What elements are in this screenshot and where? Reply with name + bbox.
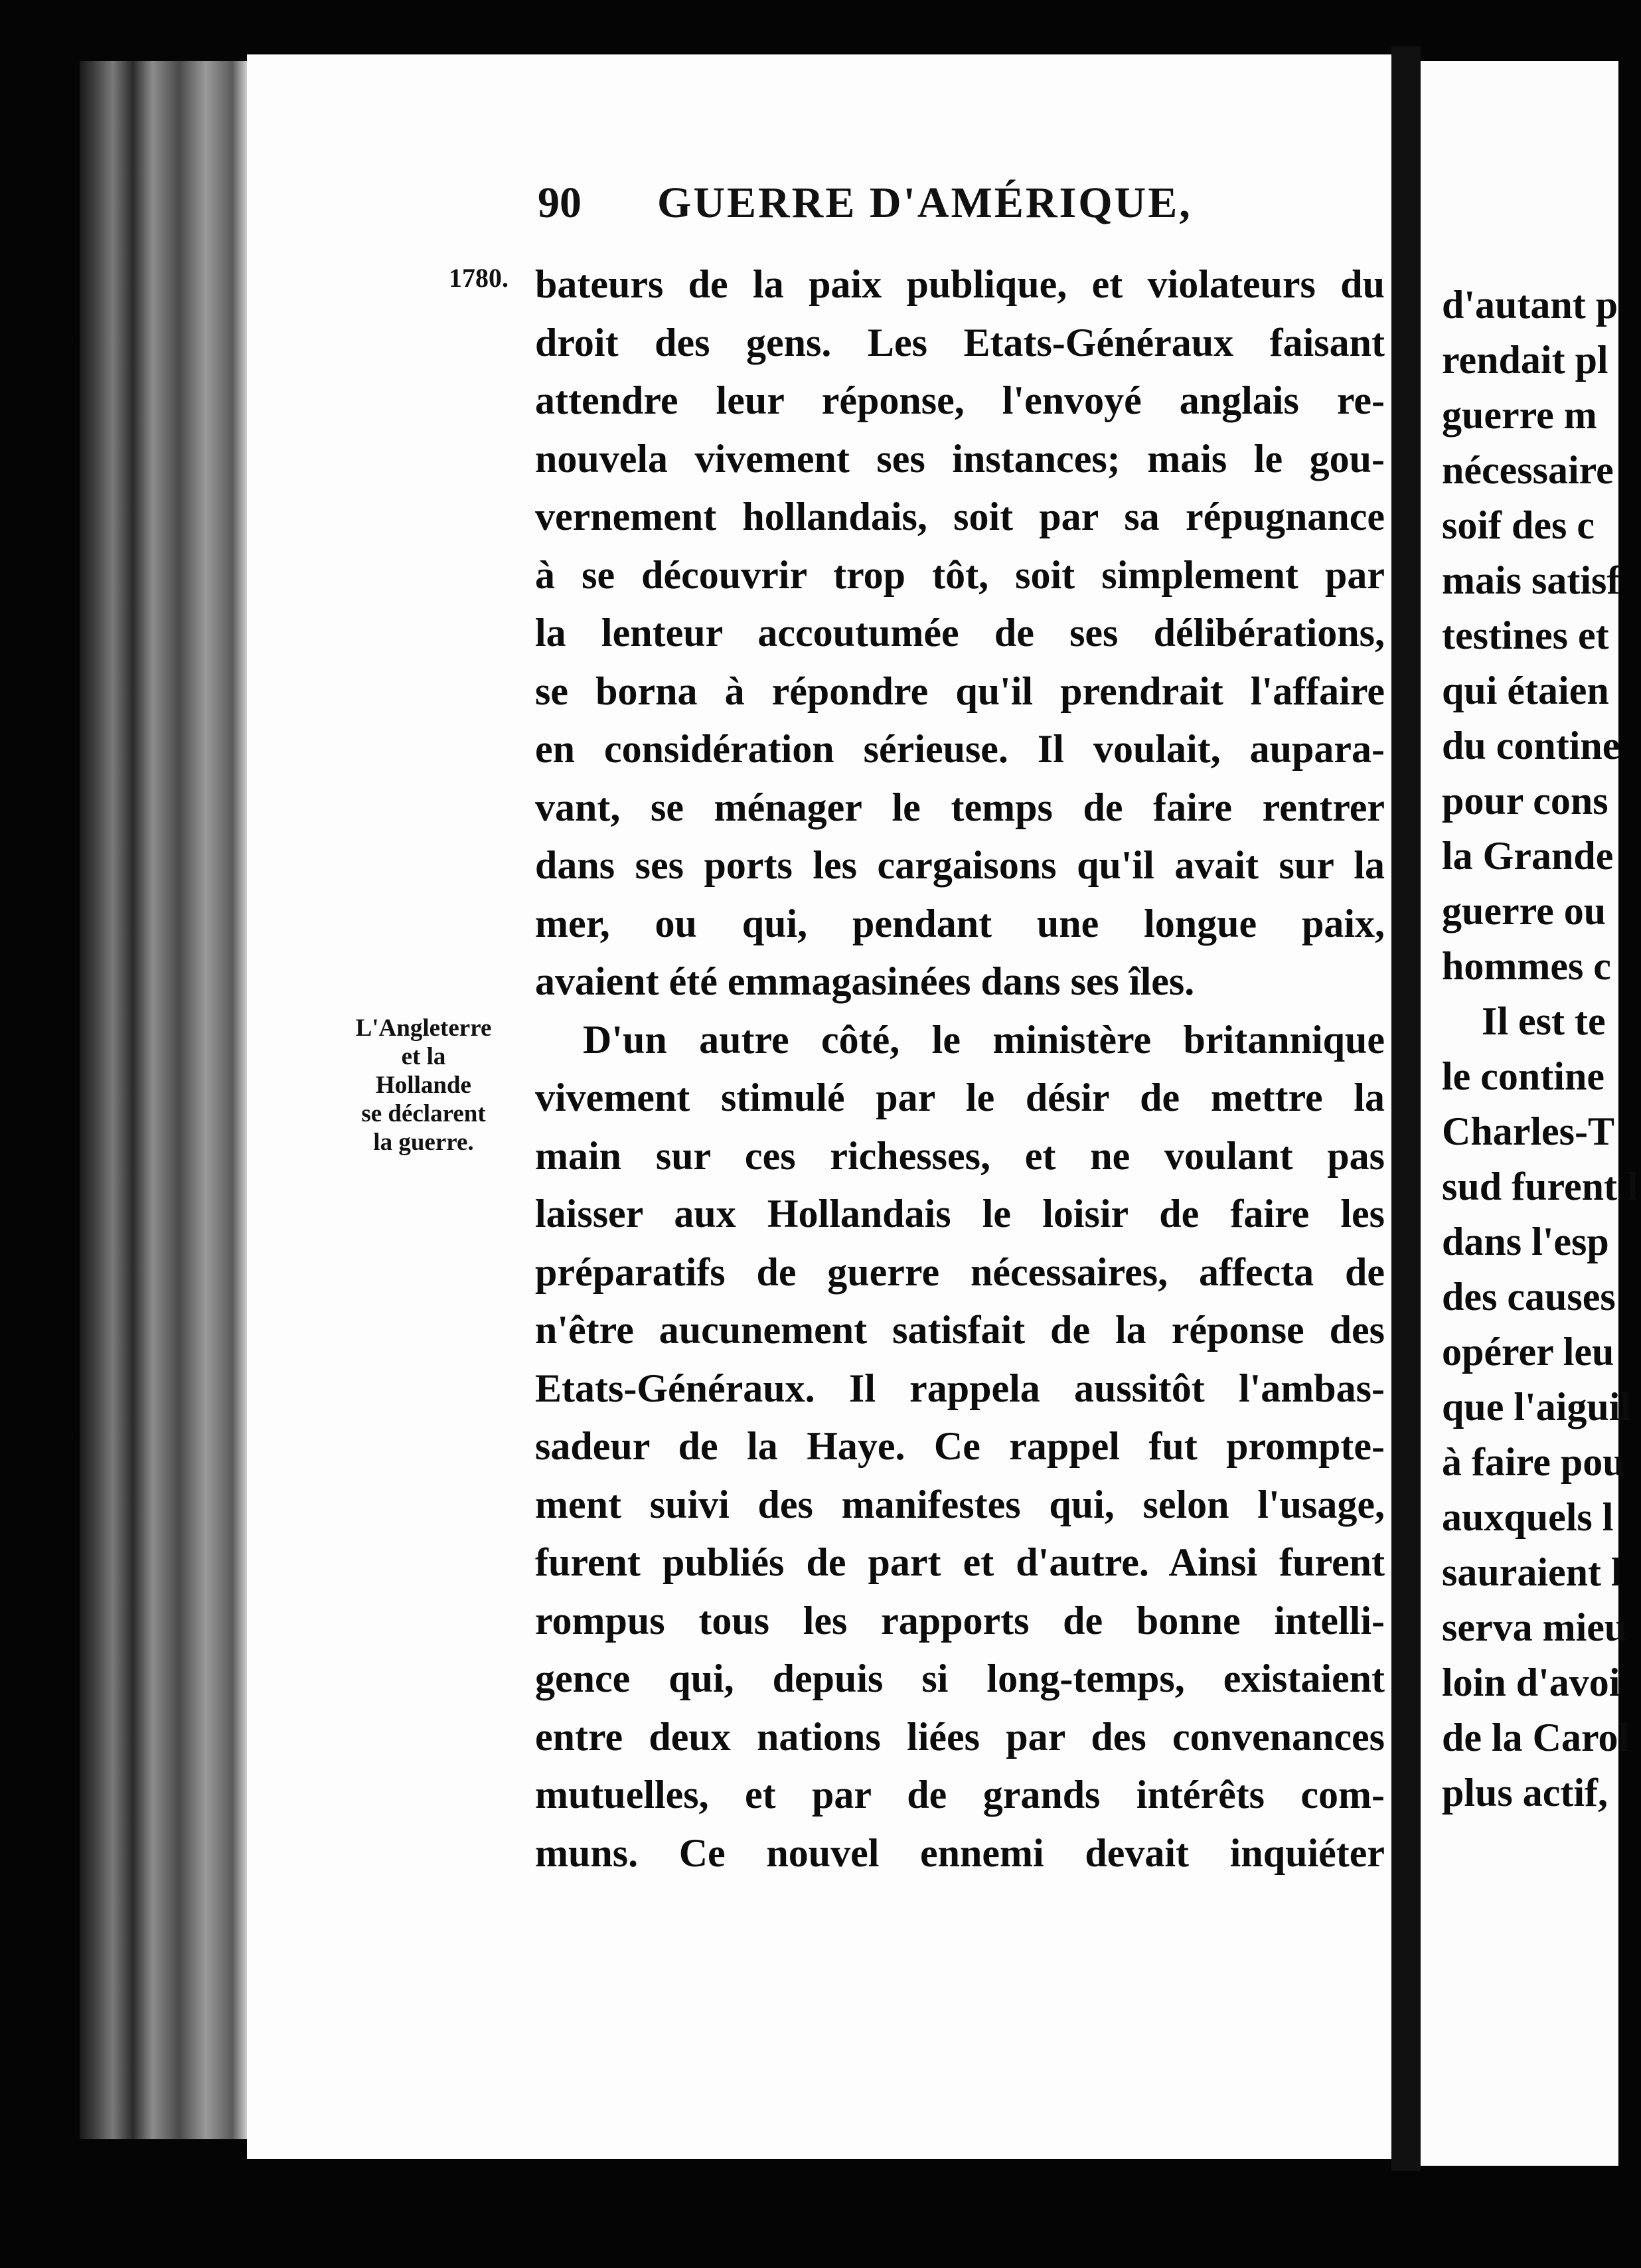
text-line: vivement stimulé par le désir de mettre la	[535, 1076, 1385, 1119]
margin-note-line: la guerre.	[373, 1129, 474, 1156]
text-line: vant, se ménager le temps de faire rentrer	[535, 785, 1385, 829]
text-line: avaient été emmagasinées dans ses îles.	[535, 959, 1195, 1003]
facing-text-line: mais satisf	[1442, 558, 1620, 602]
facing-text-line: testines et	[1442, 613, 1609, 657]
facing-text-line: que l'aiguil	[1442, 1385, 1632, 1429]
facing-text-line: du contine	[1442, 724, 1620, 768]
text-line: nouvela vivement ses instances; mais le gou-	[535, 436, 1385, 481]
text-line: se borna à répondre qu'il prendrait l'affaire	[535, 669, 1385, 713]
facing-text-line: Il est te	[1482, 999, 1606, 1043]
text-line: sadeur de la Haye. Ce rappel fut prompte-	[535, 1424, 1385, 1468]
facing-text-line: sauraient l	[1442, 1550, 1622, 1594]
margin-note-line: L'Angleterre	[355, 1014, 492, 1042]
facing-page-text	[1442, 278, 1641, 1821]
facing-text-line: qui étaien	[1442, 669, 1609, 712]
text-line: mer, ou qui, pendant une longue paix,	[535, 901, 1385, 945]
facing-text-line: de la Carol	[1442, 1716, 1630, 1759]
facing-text-line: guerre m	[1442, 393, 1597, 437]
facing-text-line: nécessaire	[1442, 448, 1614, 492]
text-line: laisser aux Hollandais le loisir de faire les	[535, 1192, 1385, 1236]
facing-text-line: hommes c	[1442, 944, 1611, 988]
facing-text-line: soif des c	[1442, 503, 1595, 547]
text-line: ment suivi des manifestes qui, selon l'usage,	[535, 1482, 1385, 1526]
facing-text-line: opérer leu	[1442, 1330, 1614, 1374]
text-line: D'un autre côté, le ministère britannique	[583, 1017, 1385, 1062]
facing-text-line: dans l'esp	[1442, 1220, 1609, 1263]
facing-text-line: guerre ou	[1442, 889, 1606, 933]
text-line: droit des gens. Les Etats-Généraux faisant	[535, 320, 1385, 364]
facing-text-line: plus actif,	[1442, 1771, 1608, 1815]
facing-text-line: pour cons	[1442, 779, 1608, 823]
text-line: à se découvrir trop tôt, soit simplement par	[535, 552, 1385, 597]
text-line: vernement hollandais, soit par sa répugnance	[535, 495, 1385, 538]
text-line: en considération sérieuse. Il voulait, aupara-	[535, 727, 1385, 771]
margin-note	[324, 1014, 523, 1157]
margin-note-line: et la	[401, 1043, 446, 1070]
page-header	[538, 178, 1192, 238]
text-line: rompus tous les rapports de bonne intelli-	[535, 1598, 1385, 1643]
facing-text-line: d'autant p	[1442, 283, 1618, 327]
facing-text-line: rendait pl	[1442, 338, 1608, 382]
facing-text-line: la Grande	[1442, 834, 1614, 878]
text-line: dans ses ports les cargaisons qu'il avait sur la	[535, 843, 1385, 887]
text-line: attendre leur réponse, l'envoyé anglais re-	[535, 378, 1385, 422]
margin-note-line: se déclarent	[361, 1100, 486, 1127]
page-stack-edge	[80, 61, 247, 2139]
margin-year: 1780.	[449, 263, 508, 293]
facing-text-line: loin d'avoi	[1442, 1660, 1620, 1704]
text-line: préparatifs de guerre nécessaires, affecta de	[535, 1250, 1385, 1294]
facing-text-line: sud furent l	[1442, 1165, 1638, 1208]
facing-text-line: à faire pou	[1442, 1440, 1625, 1484]
margin-note-line: Hollande	[376, 1072, 471, 1099]
facing-text-line: des causes	[1442, 1275, 1616, 1319]
text-line: Etats-Généraux. Il rappela aussitôt l'ambas-	[535, 1366, 1385, 1410]
text-line: main sur ces richesses, et ne voulant pas	[535, 1133, 1385, 1178]
text-line: furent publiés de part et d'autre. Ainsi furent	[535, 1540, 1385, 1584]
text-line: entre deux nations liées par des convenances	[535, 1714, 1385, 1759]
text-line: n'être aucunement satisfait de la réponse des	[535, 1308, 1385, 1352]
facing-text-line: Charles-T	[1442, 1109, 1614, 1153]
facing-text-line: le contine	[1442, 1054, 1604, 1098]
text-line: mutuelles, et par de grands intérêts com-	[535, 1773, 1385, 1817]
facing-text-line: serva mieu	[1442, 1605, 1627, 1649]
text-line: la lenteur accoutumée de ses délibérations,	[535, 611, 1385, 655]
facing-text-line: auxquels l	[1442, 1495, 1614, 1539]
text-line: muns. Ce nouvel ennemi devait inquiéter	[535, 1830, 1385, 1875]
book-gutter	[1391, 46, 1421, 2171]
page-number: 90	[538, 179, 582, 227]
text-line: bateurs de la paix publique, et violateurs du	[535, 262, 1385, 306]
running-title: GUERRE D'AMÉRIQUE,	[657, 179, 1192, 227]
text-line: gence qui, depuis si long-temps, existaient	[535, 1657, 1385, 1700]
body-text	[535, 256, 1385, 1882]
